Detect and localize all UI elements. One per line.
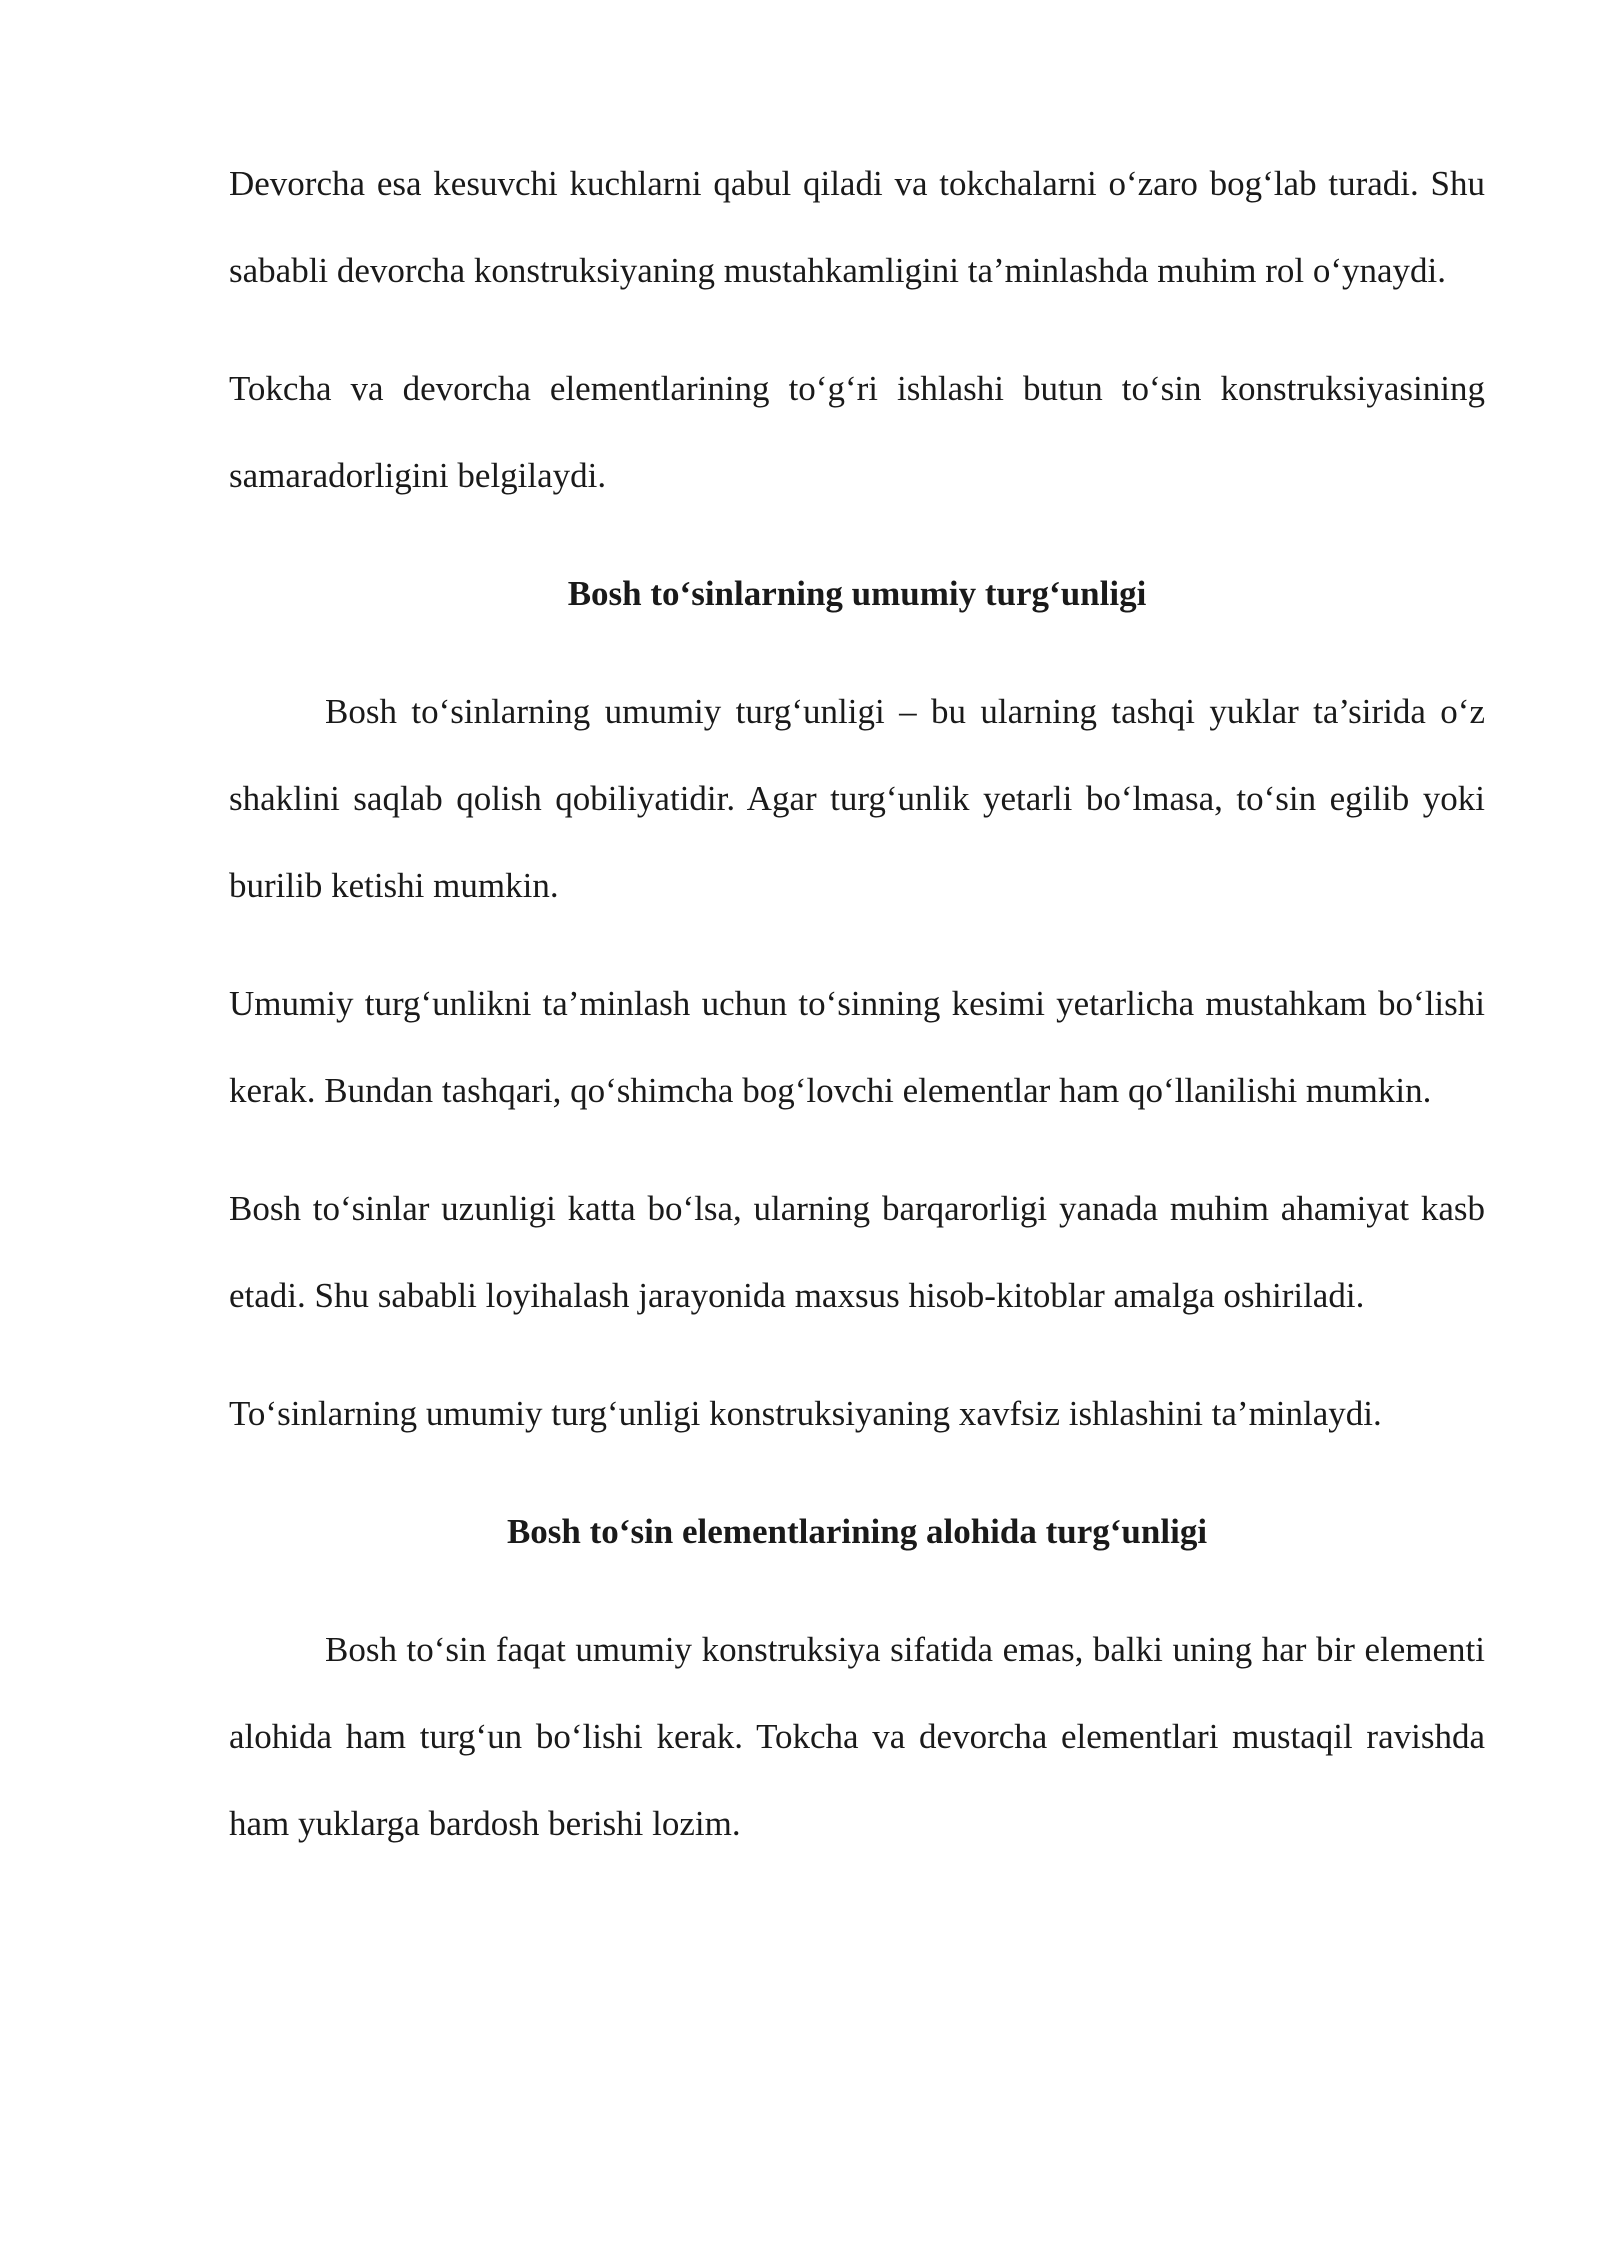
paragraph: Tokcha va devorcha elementlarining to‘g‘ri ishlashi butun to‘sin konstruksiyasining samaradorligini belgilaydi. [229,369,1485,495]
section-heading: Bosh to‘sinlarning umumiy turg‘unligi [567,574,1147,613]
section-heading: Bosh to‘sin elementlarining alohida turg‘unligi [506,1512,1208,1551]
document-body [229,140,1485,1898]
paragraph: Devorcha esa kesuvchi kuchlarni qabul qiladi va tokchalarni o‘zaro bog‘lab turadi. Shu sababli devorcha konstruksiyaning mustahkamligini ta’minlashda muhim rol o‘ynaydi. [229,164,1485,290]
paragraph: Bosh to‘sinlarning umumiy turg‘unligi – bu ularning tashqi yuklar ta’sirida o‘z shaklini saqlab qolish qobiliyatidir. Agar turg‘unlik yetarli bo‘lmasa, to‘sin egilib yoki burilib ketishi mumkin. [229,692,1485,905]
paragraph: Umumiy turg‘unlikni ta’minlash uchun to‘sinning kesimi yetarlicha mustahkam bo‘lishi kerak. Bundan tashqari, qo‘shimcha bog‘lovchi elementlar ham qo‘llanilishi mumkin. [229,984,1485,1110]
paragraph: Bosh to‘sinlar uzunligi katta bo‘lsa, ularning barqarorligi yanada muhim ahamiyat kasb etadi. Shu sababli loyihalash jarayonida maxsus hisob-kitoblar amalga oshiriladi. [229,1189,1485,1315]
paragraph: Bosh to‘sin faqat umumiy konstruksiya sifatida emas, balki uning har bir elementi alohida ham turg‘un bo‘lishi kerak. Tokcha va devorcha elementlari mustaqil ravishda ham yuklarga bardosh berishi lozim. [229,1630,1485,1843]
paragraph: To‘sinlarning umumiy turg‘unligi konstruksiyaning xavfsiz ishlashini ta’minlaydi. [229,1394,1382,1433]
